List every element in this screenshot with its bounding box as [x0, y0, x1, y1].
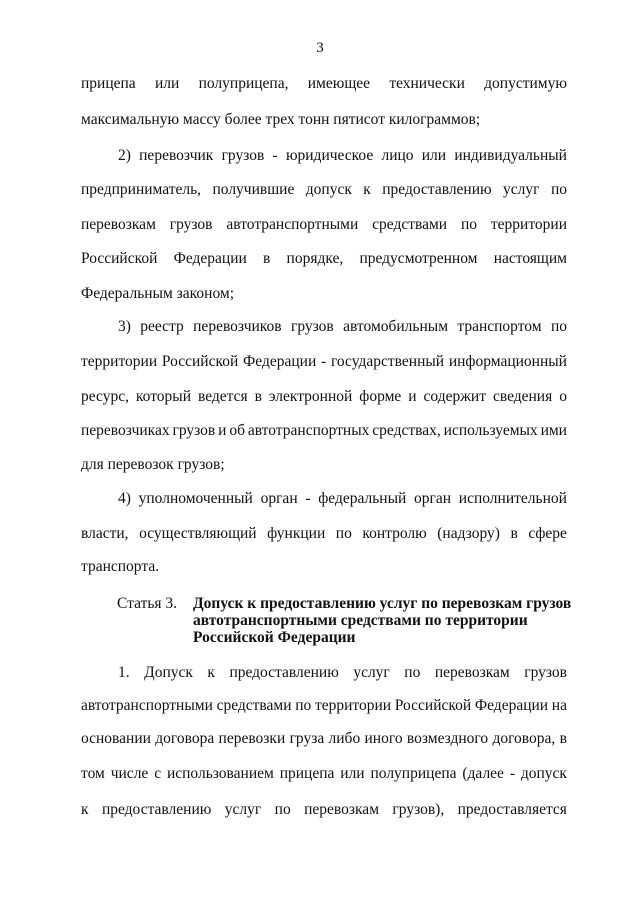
text-line: [81, 765, 567, 783]
word: допуск: [305, 181, 352, 198]
word: об: [229, 422, 245, 439]
word: функции: [267, 525, 326, 542]
word: лицо: [381, 147, 414, 164]
word: услуг: [353, 664, 390, 681]
word: грузов: [169, 216, 213, 233]
word: грузов: [172, 422, 216, 439]
word: автотранспортных: [247, 422, 370, 439]
word: либо: [328, 730, 361, 747]
text-line: [118, 490, 567, 508]
text-line: [81, 353, 567, 371]
word: ведется: [197, 388, 248, 405]
word: (далее: [462, 765, 504, 782]
word: услуг: [224, 801, 262, 818]
word: автотранспортными: [81, 697, 213, 714]
word: перевозчик: [139, 147, 214, 164]
word: Допуск: [144, 664, 193, 681]
word: груза: [289, 730, 325, 747]
text-line: транспорта.: [81, 558, 160, 575]
word: перевозкам: [304, 801, 379, 818]
word: настоящим: [493, 250, 567, 267]
word: Российской: [81, 250, 158, 267]
word: Федерации: [173, 250, 247, 267]
text-line: [81, 525, 567, 543]
word: по: [550, 318, 567, 335]
word: орган: [414, 490, 452, 507]
word: грузов: [290, 318, 334, 335]
word: к: [81, 801, 89, 818]
word: договора: [155, 730, 215, 747]
word: грузов),: [392, 801, 445, 818]
word: Российской: [161, 353, 239, 370]
word: уполномоченный: [138, 490, 253, 507]
word: территории: [81, 353, 158, 370]
word: возмездного: [406, 730, 489, 747]
word: государственный: [330, 353, 445, 370]
word: иного: [364, 730, 403, 747]
word: содержит: [423, 388, 486, 405]
word: автомобильным: [343, 318, 449, 335]
word: предприниматель,: [81, 181, 202, 198]
word: Федерации: [474, 697, 549, 714]
word: к: [207, 664, 215, 681]
word: предоставлению: [229, 664, 339, 681]
text-line: [118, 318, 567, 336]
word: территории: [314, 697, 392, 714]
word: полуприцепа,: [198, 75, 289, 92]
word: сведения: [492, 388, 553, 405]
word: прицепа: [279, 765, 335, 782]
word: перевозки: [218, 730, 286, 747]
word: о: [559, 388, 567, 405]
word: услуг: [503, 181, 540, 198]
article-title-line: автотранспортными средствами по территории: [193, 612, 528, 629]
word: -: [321, 353, 327, 370]
word: 4): [118, 490, 131, 507]
text-line: [81, 250, 567, 268]
word: индивидуальный: [454, 147, 567, 164]
word: к: [363, 181, 371, 198]
word: 2): [118, 147, 131, 164]
text-line: [81, 216, 567, 234]
word: технически: [389, 75, 465, 92]
text-line: [118, 147, 567, 165]
word: реестр: [140, 318, 184, 335]
word: или: [421, 147, 447, 164]
word: осуществляющий: [139, 525, 257, 542]
page-number: 3: [316, 40, 324, 56]
article-number: Статья 3.: [117, 595, 178, 612]
text-line: Федеральным законом;: [81, 285, 235, 302]
word: -: [509, 765, 515, 782]
word: перевозчиков: [193, 318, 282, 335]
word: грузов: [524, 664, 567, 681]
word: и: [218, 422, 227, 439]
word: 1.: [118, 664, 130, 681]
word: Российской: [394, 697, 472, 714]
word: в: [559, 730, 567, 747]
text-line: для перевозок грузов;: [81, 456, 225, 473]
text-line: [81, 422, 567, 440]
word: (надзору): [437, 525, 500, 542]
article-title-line: Российской Федерации: [193, 629, 356, 646]
word: автотранспортными: [226, 216, 359, 233]
text-line: [118, 664, 567, 682]
word: -: [272, 147, 278, 164]
word: грузов: [221, 147, 265, 164]
word: использованием: [166, 765, 274, 782]
word: средствами: [216, 697, 292, 714]
word: территории: [490, 216, 567, 233]
word: том: [81, 765, 105, 782]
word: федеральный: [318, 490, 407, 507]
text-line: максимальную массу более трех тонн пятисот килограммов;: [81, 111, 481, 128]
word: контролю: [362, 525, 427, 542]
word: по: [335, 525, 352, 542]
word: по: [460, 216, 478, 233]
word: информационный: [448, 353, 567, 370]
word: допустимую: [484, 75, 567, 92]
word: по: [295, 697, 312, 714]
word: средствах,: [372, 422, 441, 439]
word: средствами: [372, 216, 448, 233]
word: в: [254, 388, 262, 405]
word: ресурс,: [81, 388, 129, 405]
word: 3): [118, 318, 131, 335]
word: транспортом: [457, 318, 542, 335]
word: орган: [260, 490, 298, 507]
word: и: [408, 388, 417, 405]
word: в: [510, 525, 518, 542]
word: полуприцепа: [370, 765, 457, 782]
word: или: [340, 765, 365, 782]
text-line: [81, 730, 567, 748]
word: основании: [81, 730, 151, 747]
article-title-line: Допуск к предоставлению услуг по перевозкам грузов: [193, 595, 572, 612]
text-line: [81, 75, 567, 93]
word: перевозкам: [434, 664, 510, 681]
word: по: [550, 181, 567, 198]
word: с: [154, 765, 162, 782]
word: в: [263, 250, 271, 267]
word: допуск: [520, 765, 567, 782]
word: перевозкам: [81, 216, 156, 233]
word: числе: [110, 765, 149, 782]
word: предоставлению: [101, 801, 212, 818]
word: по: [274, 801, 291, 818]
word: который: [135, 388, 191, 405]
word: порядке,: [286, 250, 344, 267]
word: получившие: [212, 181, 295, 198]
word: прицепа: [81, 75, 136, 92]
word: сфере: [528, 525, 567, 542]
text-line: [81, 388, 567, 406]
word: юридическое: [285, 147, 374, 164]
word: перевозчиках: [81, 422, 170, 439]
text-line: [81, 181, 567, 199]
word: используемых: [443, 422, 538, 439]
word: Федерации: [243, 353, 317, 370]
word: власти,: [81, 525, 129, 542]
word: договора,: [492, 730, 556, 747]
word: исполнительной: [458, 490, 567, 507]
article-title: [193, 595, 573, 646]
word: предоставлению: [382, 181, 492, 198]
word: -: [305, 490, 311, 507]
word: по: [404, 664, 421, 681]
word: форме: [359, 388, 402, 405]
word: предоставляется: [457, 801, 567, 818]
word: имеющее: [307, 75, 371, 92]
text-line: [81, 801, 567, 819]
word: электронной: [268, 388, 353, 405]
word: на: [551, 697, 567, 714]
text-line: [81, 697, 567, 715]
word: ими: [540, 422, 567, 439]
word: предусмотренном: [359, 250, 478, 267]
word: или: [154, 75, 180, 92]
